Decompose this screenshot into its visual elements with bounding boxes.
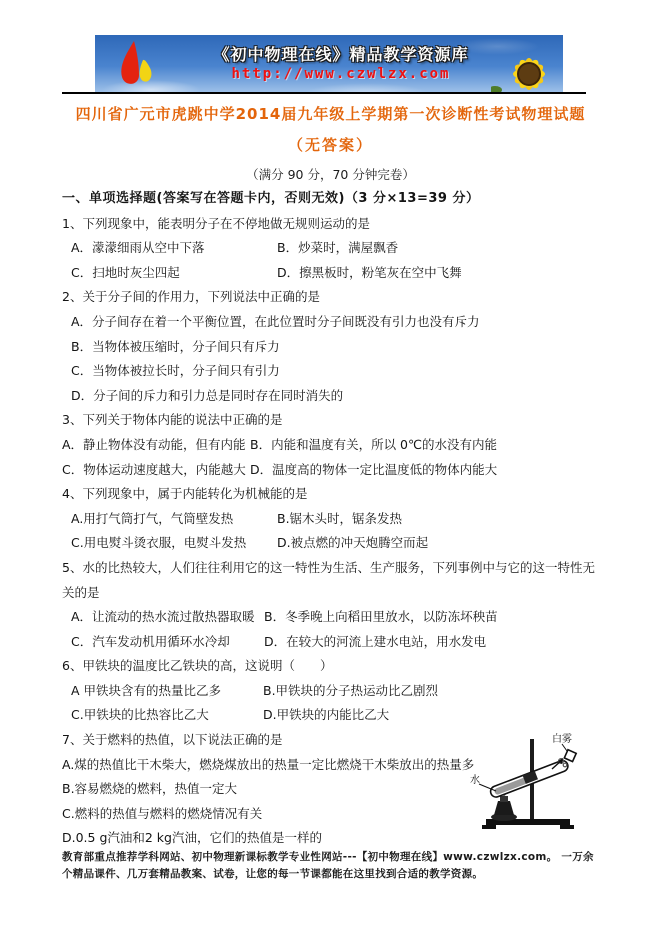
option-row [62, 236, 602, 261]
exam-body [62, 187, 602, 851]
option-row [62, 310, 602, 335]
question-6 [62, 654, 602, 728]
stopper [564, 750, 576, 762]
option-5a: A．让流动的热水流过散热器取暖 [71, 609, 255, 625]
option-row [62, 261, 602, 286]
sunflower-icon [491, 38, 563, 92]
question-1 [62, 212, 602, 286]
option-row [62, 531, 602, 556]
option-row [62, 433, 602, 458]
question-4-stem: 4、下列现象中，属于内能转化为机械能的是 [62, 486, 308, 502]
option-4c: C.用电熨斗烫衣服，电熨斗发热 [71, 535, 247, 551]
option-1d: D．擦黑板时，粉笔灰在空中飞舞 [277, 264, 462, 280]
footer-note: 教育部重点推荐学科网站、初中物理新课标教学专业性网站---【初中物理在线】www.czwlzx.com。 一万余个精品课件、几万套精品教案、试卷，让您的每一节课都能在这里找到合适的教学资源。 [62, 851, 594, 880]
question-5-stem: 5、水的比热较大，人们往往利用它的这一特性为生活、生产服务，下列事例中与它的这一特性无关的是 [62, 559, 595, 600]
option-row [62, 605, 602, 630]
score-note: （满分 90 分，70 分钟完卷） [246, 167, 415, 182]
option-6b: B.甲铁块的分子热运动比乙剧烈 [263, 682, 439, 698]
option-3a: A．静止物体没有动能，但有内能 [62, 436, 246, 452]
option-row [62, 703, 602, 728]
option-5b: B．冬季晚上向稻田里放水，以防冻坏秧苗 [264, 609, 498, 625]
option-1a: A．濛濛细雨从空中下落 [71, 240, 205, 256]
question-4 [62, 482, 602, 556]
option-5d: D．在较大的河流上建水电站，用水发电 [264, 633, 487, 649]
question-1-stem: 1、下列现象中，能表明分子在不停地做无规则运动的是 [62, 215, 370, 231]
option-row [62, 335, 602, 360]
flame-logo-icon [113, 39, 157, 89]
option-3d: D．温度高的物体一定比温度低的物体内能大 [250, 461, 498, 477]
option-4d: D.被点燃的冲天炮腾空而起 [277, 535, 429, 551]
question-5 [62, 556, 602, 654]
section-heading: 一、单项选择题(答案写在答题卡内，否则无效)（3 分×13=39 分） [62, 191, 480, 206]
option-6a: A 甲铁块含有的热量比乙多 [71, 682, 222, 698]
banner-divider-line [62, 92, 586, 94]
option-6c: C.甲铁块的比热容比乙大 [71, 707, 209, 723]
mist-label: 白雾 [552, 734, 572, 746]
question-2-stem: 2、关于分子间的作用力，下列说法中正确的是 [62, 289, 320, 305]
option-4a: A.用打气筒打气，气筒壁发热 [71, 510, 234, 526]
option-2c: C．当物体被拉长时，分子间只有引力 [71, 363, 280, 379]
option-3b: B．内能和温度有关，所以 0℃的水没有内能 [250, 436, 498, 452]
option-row [62, 458, 602, 483]
option-3c: C．物体运动速度越大，内能越大 [62, 461, 246, 477]
option-2b: B．当物体被压缩时，分子间只有斥力 [71, 338, 280, 354]
question-6-stem: 6、甲铁块的温度比乙铁块的高，这说明（ ） [62, 658, 333, 674]
option-4b: B.锯木头时，锯条发热 [277, 510, 403, 526]
option-6d: D.甲铁块的内能比乙大 [263, 707, 390, 723]
page-subtitle: （无答案） [287, 136, 373, 154]
site-url-link[interactable]: http://www.czwlzx.com [231, 66, 451, 82]
site-banner[interactable] [95, 35, 563, 92]
question-7-stem: 7、关于燃料的热值，以下说法正确的是 [62, 732, 283, 748]
option-row [62, 359, 602, 384]
option-7a: A.煤的热值比干木柴大，燃烧煤放出的热量一定比燃烧干木柴放出的热量多 [62, 756, 475, 772]
question-2 [62, 285, 602, 408]
option-row [62, 507, 602, 532]
option-row [62, 384, 602, 409]
option-7b: B.容易燃烧的燃料，热值一定大 [62, 781, 238, 797]
experiment-figure [466, 731, 594, 839]
option-2a: A．分子间存在着一个平衡位置，在此位置时分子间既没有引力也没有斥力 [71, 313, 480, 329]
option-1c: C．扫地时灰尘四起 [71, 264, 180, 280]
question-7 [62, 728, 602, 851]
option-1b: B．炒菜时，满屋飘香 [277, 240, 399, 256]
option-5c: C．汽车发动机用循环水冷却 [71, 633, 230, 649]
option-row [62, 630, 602, 655]
question-3-stem: 3、下列关于物体内能的说法中正确的是 [62, 412, 283, 428]
option-7d: D.0.5 g汽油和2 kg汽油，它们的热值是一样的 [62, 830, 322, 846]
site-title: 《初中物理在线》精品教学资源库 [213, 45, 469, 64]
option-row [62, 679, 602, 704]
water-label: 水 [470, 775, 480, 787]
question-3 [62, 408, 602, 482]
page-title: 四川省广元市虎跳中学2014届九年级上学期第一次诊断性考试物理试题 [75, 105, 586, 123]
option-7c: C.燃料的热值与燃料的燃烧情况有关 [62, 805, 263, 821]
option-2d: D．分子间的斥力和引力总是同时存在同时消失的 [71, 387, 344, 403]
